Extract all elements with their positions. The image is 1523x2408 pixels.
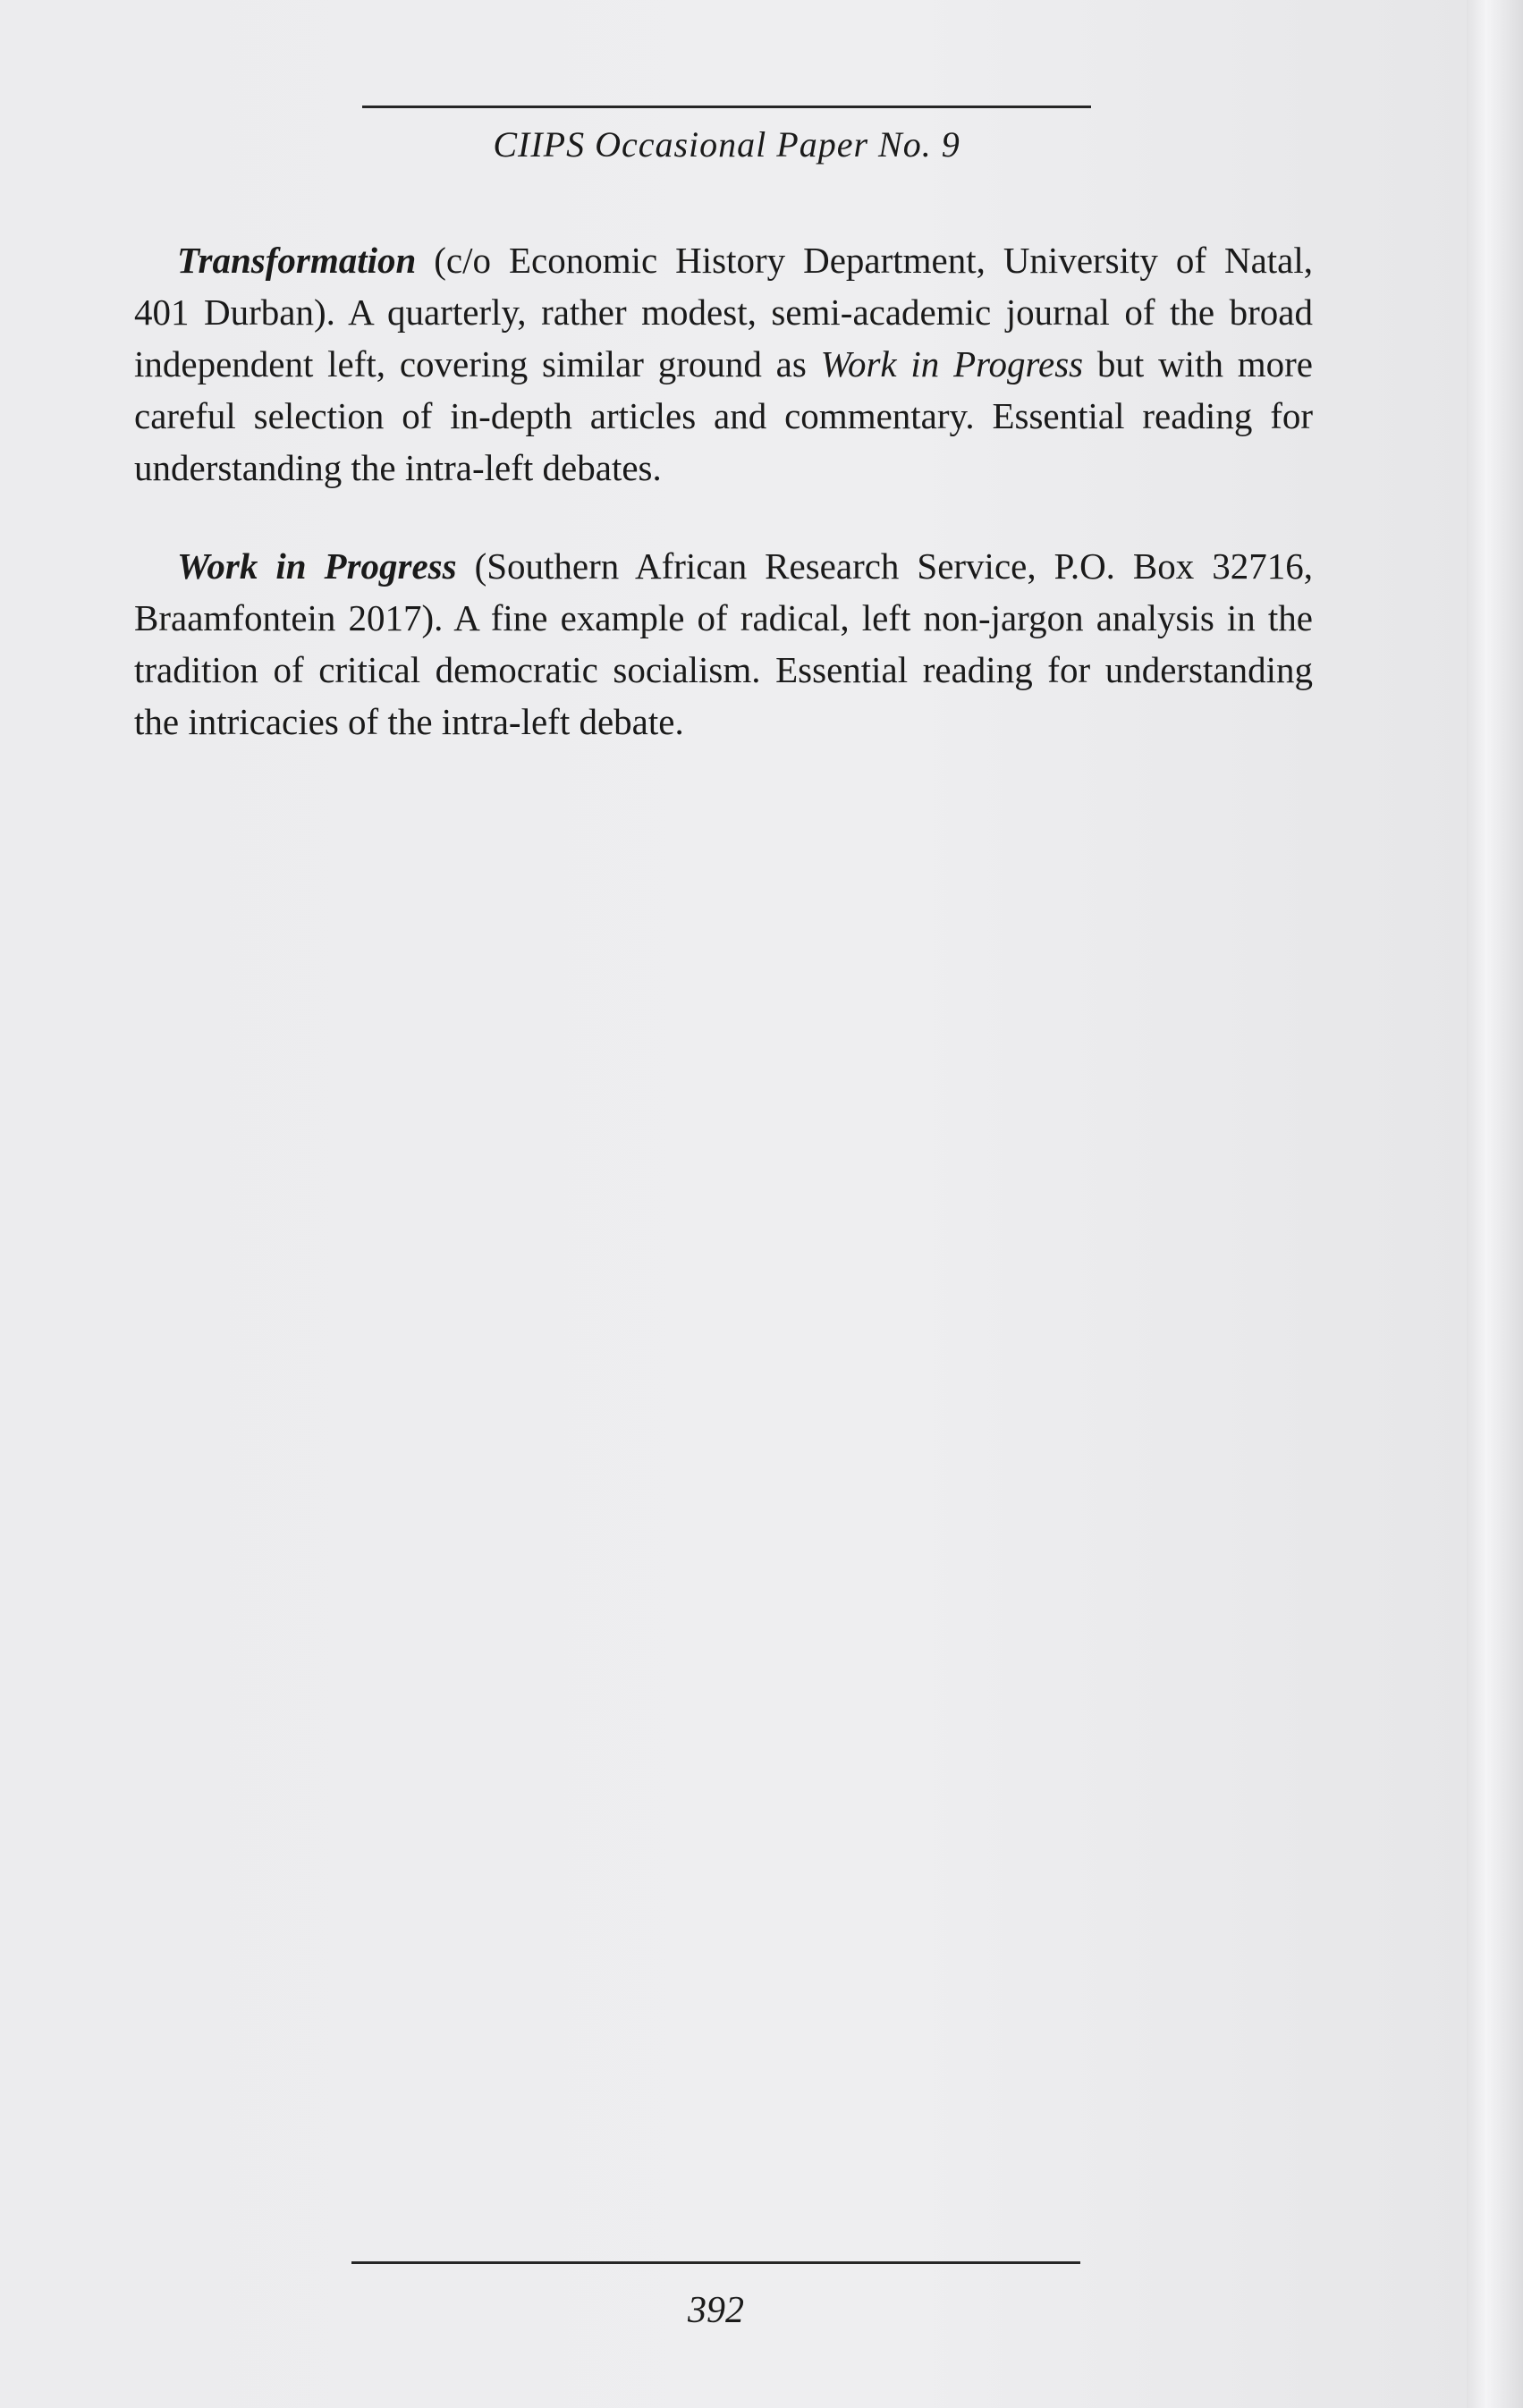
page-number: 392 — [688, 2290, 744, 2331]
running-header: CIIPS Occasional Paper No. 9 — [493, 124, 960, 165]
header-rule — [362, 106, 1091, 108]
entry-title: Work in Progress — [177, 545, 457, 587]
entry-title: Transformation — [177, 240, 417, 281]
entry-list — [134, 234, 1313, 794]
entry-work-in-progress — [134, 540, 1313, 748]
entry-italic-reference: Work in Progress — [820, 343, 1084, 384]
entry-text: (c/o Economic History Department, University of Natal, 401 Durban). A quarterly, rather modest, semi-academic journal of the broad independent left, covering similar ground as — [134, 240, 1313, 384]
entry-transformation — [134, 234, 1313, 494]
page-edge — [1467, 0, 1523, 2408]
footer-rule — [351, 2261, 1080, 2264]
entry-text-continued: but with more careful selection of in-depth articles and commentary. Essential reading for understanding the intra-left debates. — [134, 343, 1313, 488]
entry-text: (Southern African Research Service, P.O. Box 32716, Braamfontein 2017). A fine example of radical, left non-jargon analysis in the tradition of critical democratic socialism. Essential reading for understanding the intricacies of the intra-left debate. — [134, 545, 1313, 742]
